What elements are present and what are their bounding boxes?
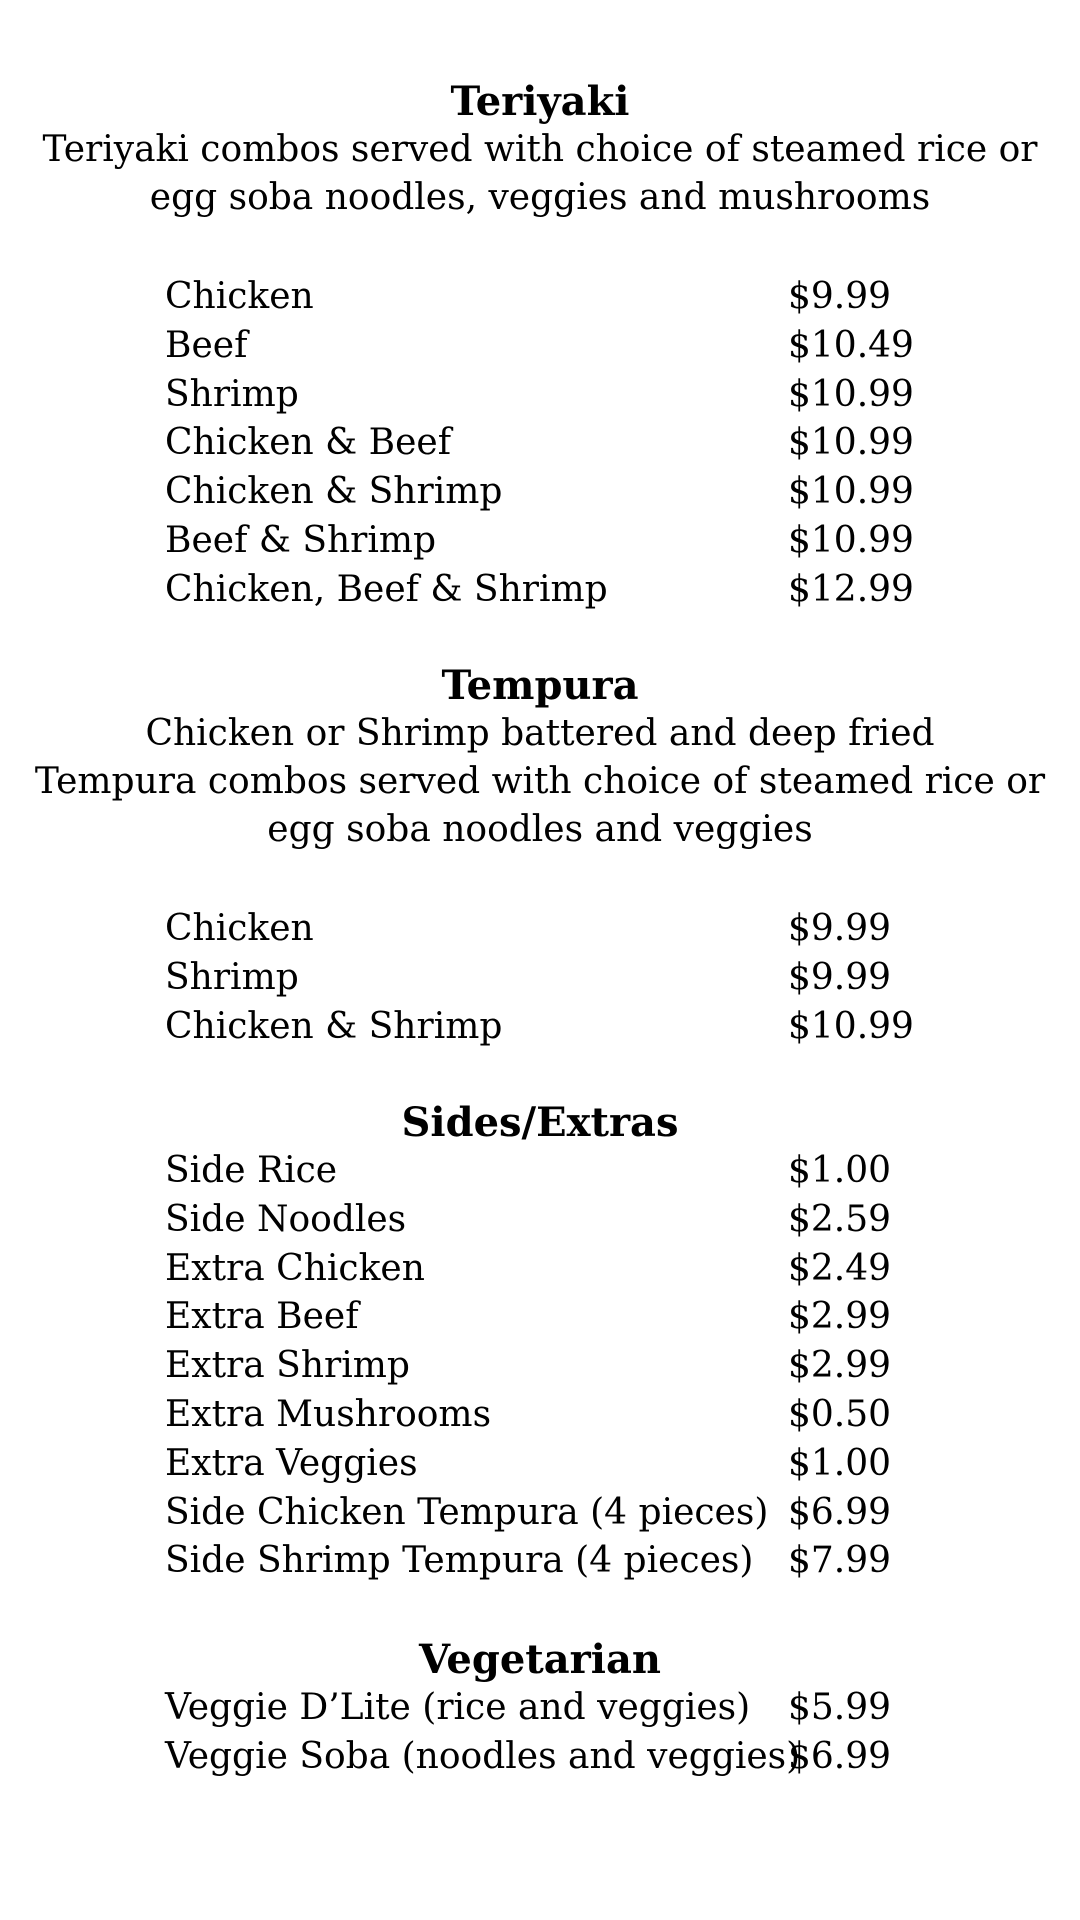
menu-item-name: Veggie D’Lite (rice and veggies) — [165, 1687, 751, 1728]
menu-item-price: $1.00 — [788, 1442, 892, 1484]
menu-item-name: Chicken — [165, 908, 314, 949]
menu-item-name: Side Rice — [165, 1150, 338, 1191]
menu-item — [0, 1293, 1080, 1342]
section-description-line: Tempura combos served with choice of steamed rice or — [34, 761, 1046, 802]
menu-item-name: Beef — [165, 324, 248, 366]
menu-item-list — [0, 273, 1080, 615]
menu-item-price: $1.00 — [788, 1150, 892, 1191]
menu-item-list — [0, 1147, 1080, 1586]
menu-item-name: Side Noodles — [165, 1198, 407, 1240]
menu-item — [0, 322, 1080, 371]
section-title: Teriyaki — [450, 78, 630, 125]
section-description-line: egg soba noodles, veggies and mushrooms — [149, 177, 931, 218]
menu-item — [0, 468, 1080, 517]
menu-item — [0, 1440, 1080, 1489]
menu-item — [0, 1147, 1080, 1196]
menu-item — [0, 419, 1080, 468]
section-title: Tempura — [441, 662, 639, 709]
menu-item-price: $2.99 — [788, 1296, 892, 1338]
menu-item — [0, 1391, 1080, 1440]
menu-item-price: $2.59 — [788, 1198, 892, 1240]
section-sides-extras — [0, 1099, 1080, 1586]
menu-item-name: Shrimp — [165, 956, 299, 998]
section-description-line: egg soba noodles and veggies — [267, 809, 813, 850]
menu-item-price: $6.99 — [788, 1735, 892, 1777]
menu-item-name: Extra Beef — [165, 1296, 359, 1338]
menu-item — [0, 273, 1080, 322]
menu-item-price: $5.99 — [788, 1687, 892, 1728]
menu-item — [0, 1003, 1080, 1052]
menu-item — [0, 1537, 1080, 1586]
menu-item — [0, 954, 1080, 1003]
menu-item-price: $0.50 — [788, 1393, 892, 1435]
menu-item-price: $10.99 — [788, 373, 914, 415]
section-title: Vegetarian — [419, 1636, 661, 1683]
menu-item — [0, 1342, 1080, 1391]
menu-item-price: $9.99 — [788, 956, 892, 998]
menu-item-price: $9.99 — [788, 276, 892, 317]
menu-item — [0, 566, 1080, 615]
menu-item-price: $9.99 — [788, 908, 892, 949]
menu-item-price: $10.99 — [788, 1005, 914, 1047]
menu-item-price: $2.99 — [788, 1345, 892, 1387]
menu-item-name: Chicken & Shrimp — [165, 471, 503, 513]
menu-item-price: $10.99 — [788, 422, 914, 464]
menu-item — [0, 371, 1080, 420]
menu-item-name: Extra Mushrooms — [165, 1393, 492, 1435]
section-description-line: Chicken or Shrimp battered and deep fried — [145, 713, 935, 754]
menu-item-list — [0, 1684, 1080, 1782]
section-teriyaki — [0, 78, 1080, 615]
menu-item — [0, 1733, 1080, 1782]
menu-item-price: $10.99 — [788, 519, 914, 561]
menu-item-name: Chicken — [165, 276, 314, 317]
menu-item-name: Beef & Shrimp — [165, 519, 437, 561]
menu-item — [0, 1489, 1080, 1538]
menu-item — [0, 517, 1080, 566]
menu-item-price: $6.99 — [788, 1491, 892, 1533]
menu-item-name: Shrimp — [165, 373, 299, 415]
section-vegetarian — [0, 1636, 1080, 1782]
menu-item-name: Chicken & Beef — [165, 422, 452, 464]
menu-item-name: Veggie Soba (noodles and veggies) — [165, 1735, 801, 1777]
menu-item-price: $10.99 — [788, 471, 914, 513]
section-tempura — [0, 662, 1080, 1051]
menu-item — [0, 905, 1080, 954]
menu-item-name: Side Chicken Tempura (4 pieces) — [165, 1491, 769, 1533]
menu-item-name: Extra Chicken — [165, 1247, 425, 1289]
menu-item-name: Extra Shrimp — [165, 1345, 410, 1387]
menu-item-price: $10.49 — [788, 324, 914, 366]
menu-item-name: Chicken, Beef & Shrimp — [165, 568, 608, 610]
menu-item-list — [0, 905, 1080, 1051]
menu-item — [0, 1196, 1080, 1245]
menu-item-price: $7.99 — [788, 1540, 892, 1582]
menu-item-price: $12.99 — [788, 568, 914, 610]
menu-item — [0, 1245, 1080, 1294]
section-description-line: Teriyaki combos served with choice of steamed rice or — [42, 129, 1038, 170]
menu-item-name: Extra Veggies — [165, 1442, 418, 1484]
section-title: Sides/Extras — [401, 1099, 679, 1146]
menu-item-name: Chicken & Shrimp — [165, 1005, 503, 1047]
menu-item — [0, 1684, 1080, 1733]
menu-item-price: $2.49 — [788, 1247, 892, 1289]
menu-item-name: Side Shrimp Tempura (4 pieces) — [165, 1540, 754, 1582]
